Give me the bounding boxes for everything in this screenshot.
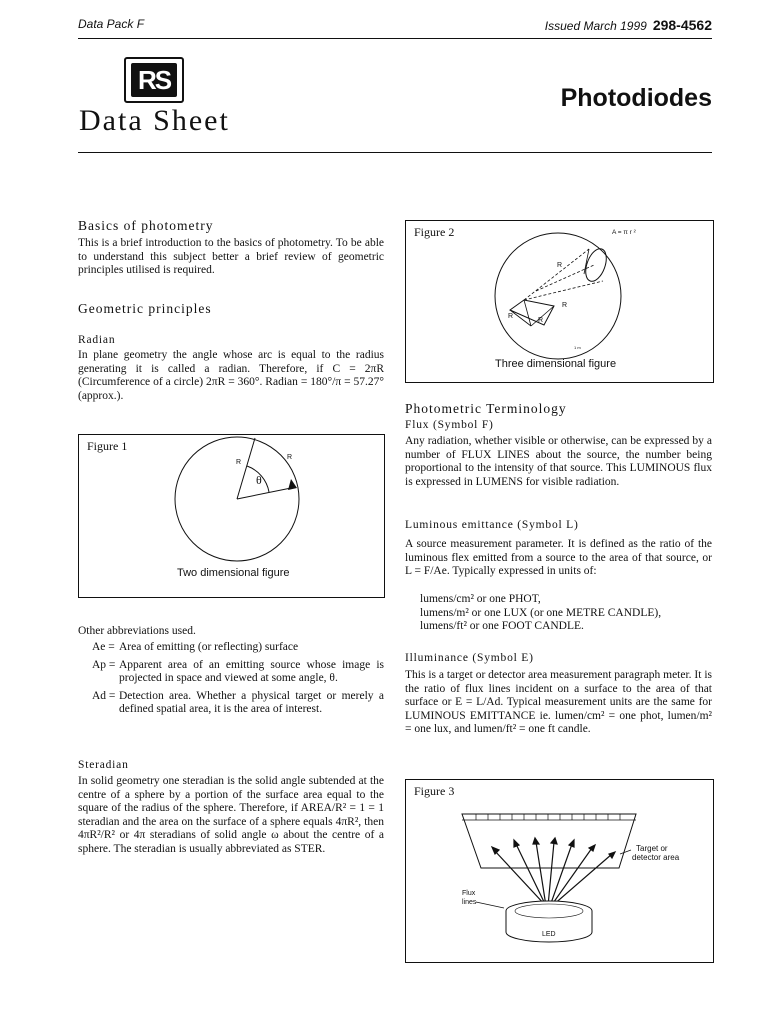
abbrev-heading: Other abbreviations used.: [78, 625, 196, 637]
figure-3-target-line2: detector area: [632, 853, 680, 862]
figure-2-r-mid: R: [562, 302, 568, 309]
abbrev-item: [92, 690, 384, 717]
title-rule: [78, 152, 712, 153]
illuminance-text: This is a target or detector area measurement paragraph meter. It is the ratio of flux lines incident on a surface to the area of that surface or E = L/Ad. Typical measurement units are the same for LUMINOUS EMITTANCE ie. lumen/cm² = one phot, lumen/m² = one lux, and lumen/ft² = one ft candle.: [405, 669, 712, 735]
abbrev-key: Ae =: [92, 641, 115, 653]
emittance-text: A source measurement parameter. It is defined as the ratio of the luminous flex emitted from a source to the area of that source, or L = F/Ae. Typically expressed in units of:: [405, 538, 712, 577]
abbrev-item: [92, 641, 384, 655]
figure-2-r-left: R: [508, 313, 514, 320]
figure-1-caption: Two dimensional figure: [177, 567, 290, 579]
figure-2-label: Figure 2: [414, 225, 455, 239]
figure-3-flux-line1: Flux: [462, 890, 476, 897]
abbrev-value: Detection area. Whether a physical target or merely a defined spatial area, it is the area of interest.: [119, 689, 384, 715]
rs-logo: [124, 57, 184, 103]
abbrev-list: [92, 641, 384, 717]
figure-2: [405, 220, 714, 383]
figure-2-r-top: R: [557, 262, 563, 269]
unit-item: lumens/m² or one LUX (or one METRE CANDLE),: [420, 606, 662, 619]
flux-heading: Flux (Symbol F): [405, 419, 494, 431]
steradian-text: In solid geometry one steradian is the solid angle subtended at the centre of a sphere by a portion of the surface area equal to the square of the radius of the sphere. Therefore, if AREA/R² = 1 = 1 steradian and the area on the surface of a sphere equals 4πR², then 4πR²/R² or 4π steradians of solid angle ω about the centre of a sphere. The steradian is usually abbreviated as STER.: [78, 775, 384, 855]
units-list: [405, 593, 712, 634]
figure-3-led-label: LED: [542, 931, 556, 938]
page-title: Photodiodes: [560, 84, 712, 112]
figure-3-target-line1: Target or: [636, 844, 668, 853]
unit-item: lumens/ft² or one FOOT CANDLE.: [420, 620, 584, 632]
figure-1-r1: R: [236, 459, 242, 466]
unit-item: lumens/cm² or one PHOT,: [420, 593, 541, 605]
stock-code: 298-4562: [652, 17, 712, 33]
figure-2-small-label: 1 m: [574, 345, 581, 350]
rs-logo-mark: RS: [131, 63, 177, 97]
data-sheet-label: Data Sheet: [79, 104, 230, 137]
figure-1-theta: θ: [256, 473, 262, 487]
abbrev-key: Ap =: [92, 658, 116, 671]
figure-3-flux-label: [462, 889, 476, 907]
figure-1-label: Figure 1: [87, 439, 128, 453]
figure-2-r-bottom: R: [538, 317, 544, 324]
flux-text: Any radiation, whether visible or otherwise, can be expressed by a number of FLUX LINES about the source, the number being proportional to the intensity of that source. This LUMINOUS flux is expressed in LUMENS for visible radiation.: [405, 435, 712, 488]
figure-1-r2: R: [287, 454, 293, 461]
geometric-heading: Geometric principles: [78, 301, 212, 316]
header-data-pack: Data Pack F: [78, 17, 145, 31]
steradian-heading: Steradian: [78, 759, 129, 771]
figure-2-formula: A = π r ²: [612, 229, 636, 236]
emittance-heading: Luminous emittance (Symbol L): [405, 519, 579, 531]
radian-heading: Radian: [78, 334, 116, 346]
figure-3-diagram: [406, 780, 713, 962]
abbrev-key: Ad =: [92, 689, 116, 702]
figure-2-caption: Three dimensional figure: [495, 358, 617, 370]
header-rule: [78, 38, 712, 39]
figure-3-target-label: [632, 844, 680, 862]
abbrev-item: [92, 659, 384, 686]
figure-3-flux-line2: lines: [462, 899, 477, 906]
abbrev-value: Area of emitting (or reflecting) surface: [119, 641, 299, 653]
figure-3-label: Figure 3: [414, 784, 455, 798]
illuminance-heading: Illuminance (Symbol E): [405, 652, 534, 664]
figure-3: [405, 779, 714, 963]
radian-text: In plane geometry the angle whose arc is equal to the radius generating it is called a radian. Therefore, if C = 2πR (Circumference of a circle) 2πR = 360°. Radian = 180°/π = 57.27° (approx.).: [78, 349, 384, 402]
issue-date: Issued March 1999: [544, 19, 647, 33]
header-issue: [545, 17, 712, 33]
basics-heading: Basics of photometry: [78, 218, 214, 233]
terminology-heading: Photometric Terminology: [405, 401, 567, 416]
basics-text: This is a brief introduction to the basics of photometry. To be able to understand this subject better a brief review of geometric principles utilised is required.: [78, 237, 384, 276]
abbrev-value: Apparent area of an emitting source whose image is projected in space and viewed at some angle, θ.: [119, 658, 384, 684]
figure-1: [78, 434, 385, 598]
